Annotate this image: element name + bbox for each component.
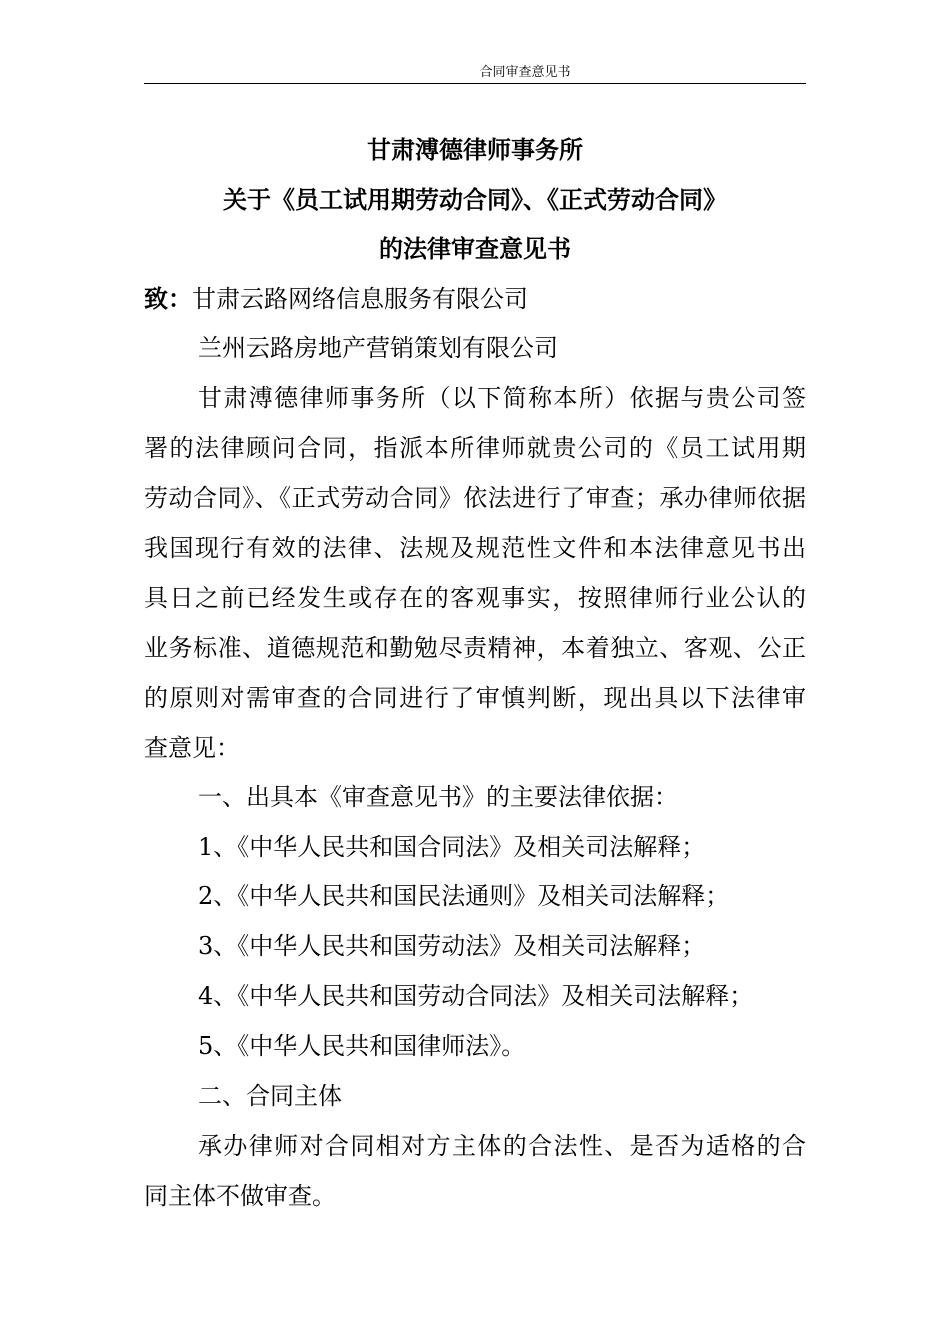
section2-heading: 二、合同主体: [198, 1082, 342, 1110]
title-subject: 关于《员工试用期劳动合同》、《正式劳动合同》: [223, 186, 727, 214]
basis-item: 5、《中华人民共和国律师法》。: [198, 1032, 526, 1060]
basis-item: 2、《中华人民共和国民法通则》及相关司法解释；: [198, 882, 730, 910]
intro-line: 署的法律顾问合同，指派本所律师就贵公司的《员工试用期: [144, 434, 806, 462]
basis-item: 4、《中华人民共和国劳动合同法》及相关司法解释；: [198, 982, 754, 1010]
title-firm: 甘肃溥德律师事务所: [367, 136, 583, 164]
intro-line: 劳动合同》、《正式劳动合同》依法进行了审查；承办律师依据: [144, 484, 806, 512]
intro-line: 查意见：: [144, 734, 240, 762]
section1-heading: 一、出具本《审查意见书》的主要法律依据：: [198, 783, 678, 811]
section2-body-line: 同主体不做审查。: [144, 1182, 336, 1210]
intro-line: 甘肃溥德律师事务所（以下简称本所）依据与贵公司签: [198, 384, 806, 412]
intro-line: 的原则对需审查的合同进行了审慎判断，现出具以下法律审: [144, 684, 806, 712]
basis-item: 3、《中华人民共和国劳动法》及相关司法解释；: [198, 932, 706, 960]
addressee-company-2: 兰州云路房地产营销策划有限公司: [198, 334, 558, 362]
intro-line: 具日之前已经发生或存在的客观事实，按照律师行业公认的: [144, 584, 806, 612]
intro-line: 我国现行有效的法律、法规及规范性文件和本法律意见书出: [144, 534, 806, 562]
running-header: 合同审查意见书: [479, 65, 571, 80]
title-doc-type: 的法律审查意见书: [379, 235, 571, 263]
addressee-company-1: 甘肃云路网络信息服务有限公司: [192, 285, 528, 313]
addressee-line: [144, 282, 806, 316]
header-rule: [144, 83, 806, 84]
addressee-label: 致：: [144, 285, 192, 313]
intro-line: 业务标准、道德规范和勤勉尽责精神，本着独立、客观、公正: [144, 634, 806, 662]
section2-body-line: 承办律师对合同相对方主体的合法性、是否为适格的合: [198, 1132, 806, 1160]
basis-item: 1、《中华人民共和国合同法》及相关司法解释；: [198, 833, 706, 861]
